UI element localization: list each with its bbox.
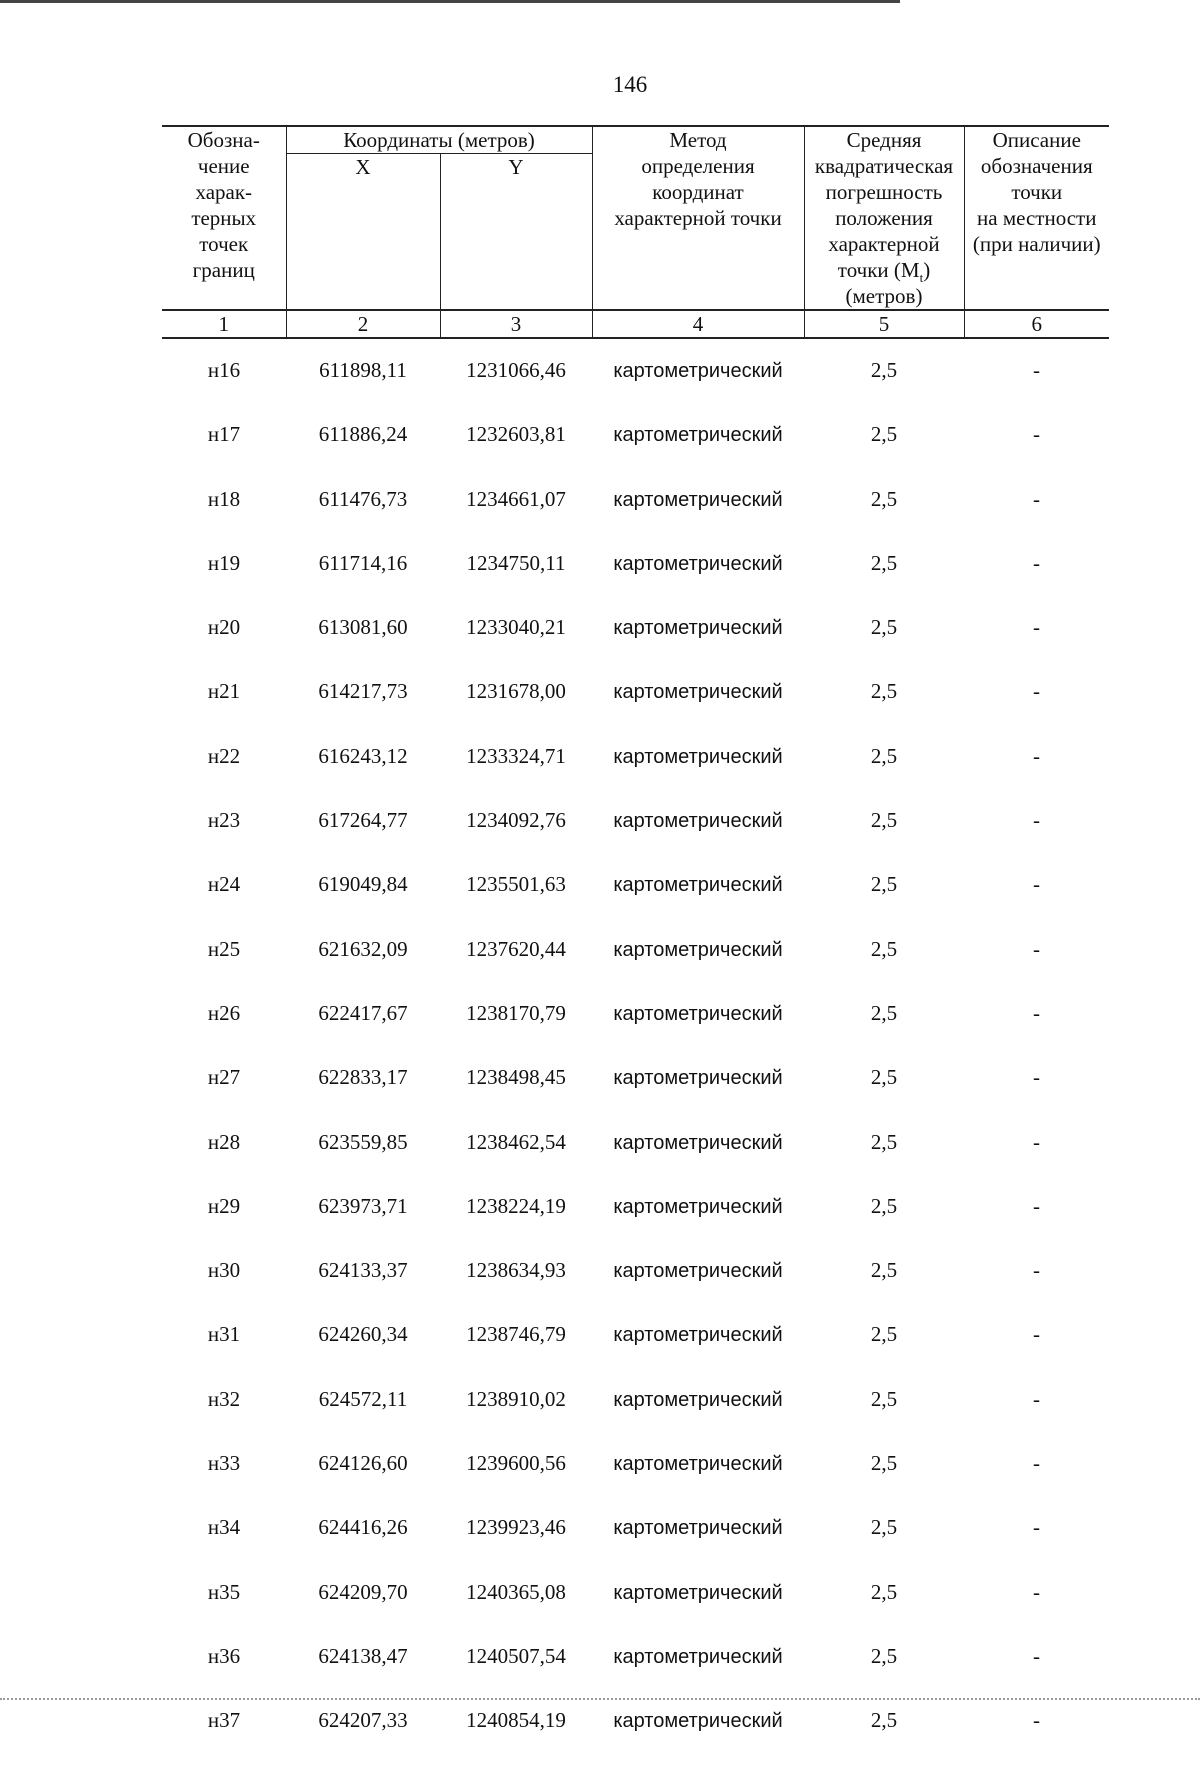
description-cell: -: [1033, 1258, 1040, 1283]
method-cell: картометрический: [613, 1388, 783, 1411]
error-value: 2,5: [870, 679, 898, 704]
description-cell: -: [1033, 872, 1040, 897]
table-row: [162, 481, 1109, 545]
coordinate-x: 622417,67: [318, 1000, 408, 1025]
method-cell: картометрический: [613, 1131, 783, 1154]
description-cell: -: [1033, 743, 1040, 768]
method-cell: картометрический: [613, 1067, 783, 1090]
error-value: 2,5: [870, 615, 898, 640]
coordinate-y: 1232603,81: [466, 422, 566, 447]
header-y: Y: [440, 154, 592, 310]
method-cell: картометрический: [613, 1195, 783, 1218]
coordinate-x: 623559,85: [318, 1129, 408, 1154]
coordinate-y: 1233324,71: [466, 743, 566, 768]
error-value: 2,5: [870, 1129, 898, 1154]
coordinate-y: 1240365,08: [466, 1579, 566, 1604]
table-row: [162, 1509, 1109, 1573]
method-cell: картометрический: [613, 1517, 783, 1540]
method-cell: картометрический: [613, 874, 783, 897]
column-number: 3: [440, 310, 592, 338]
method-cell: картометрический: [613, 1002, 783, 1025]
description-cell: -: [1033, 936, 1040, 961]
table-row: [162, 1188, 1109, 1252]
coordinate-y: 1238746,79: [466, 1322, 566, 1347]
error-value: 2,5: [870, 1000, 898, 1025]
description-cell: -: [1033, 1386, 1040, 1411]
table-row: [162, 866, 1109, 930]
column-number: 5: [804, 310, 964, 338]
description-cell: -: [1033, 422, 1040, 447]
error-value: 2,5: [870, 550, 898, 575]
description-cell: -: [1033, 1643, 1040, 1668]
coordinate-y: 1239600,56: [466, 1451, 566, 1476]
description-cell: -: [1033, 358, 1040, 382]
coordinate-y: 1238634,93: [466, 1258, 566, 1283]
description-cell: -: [1033, 1129, 1040, 1154]
coordinates-table: [162, 352, 1109, 1767]
method-cell: картометрический: [613, 1453, 783, 1476]
table-row: [162, 931, 1109, 995]
method-cell: картометрический: [613, 681, 783, 704]
method-cell: картометрический: [613, 1324, 783, 1347]
point-designation: н35: [207, 1579, 241, 1604]
description-cell: -: [1033, 679, 1040, 704]
coordinate-x: 611714,16: [318, 550, 408, 575]
coordinate-y: 1238224,19: [466, 1193, 566, 1218]
point-designation: н25: [207, 936, 241, 961]
method-cell: картометрический: [613, 938, 783, 961]
table-row: [162, 1381, 1109, 1445]
error-value: 2,5: [870, 486, 898, 511]
description-cell: -: [1033, 486, 1040, 511]
table-row: [162, 673, 1109, 737]
coordinate-x: 621632,09: [318, 936, 408, 961]
coordinate-x: 624416,26: [318, 1515, 408, 1540]
table-row: [162, 1316, 1109, 1380]
coordinate-x: 611886,24: [318, 422, 408, 447]
coordinate-y: 1233040,21: [466, 615, 566, 640]
description-cell: -: [1033, 1451, 1040, 1476]
coordinate-y: 1231066,46: [466, 358, 566, 382]
point-designation: н28: [207, 1129, 241, 1154]
point-designation: н20: [207, 615, 241, 640]
point-designation: н27: [207, 1065, 241, 1090]
table-row: [162, 1252, 1109, 1316]
method-cell: картометрический: [613, 617, 783, 640]
error-value: 2,5: [870, 1643, 898, 1668]
coordinate-x: 611476,73: [318, 486, 408, 511]
coordinate-y: 1238498,45: [466, 1065, 566, 1090]
coordinate-x: 624207,33: [318, 1708, 408, 1733]
coordinate-y: 1235501,63: [466, 872, 566, 897]
table-row: [162, 1445, 1109, 1509]
scan-edge-top: [0, 0, 900, 3]
coordinate-y: 1238462,54: [466, 1129, 566, 1154]
description-cell: -: [1033, 1065, 1040, 1090]
column-number: 4: [592, 310, 804, 338]
coordinate-x: 619049,84: [318, 872, 408, 897]
point-designation: н19: [207, 550, 241, 575]
point-designation: н26: [207, 1000, 241, 1025]
error-value: 2,5: [870, 1193, 898, 1218]
error-value: 2,5: [870, 1579, 898, 1604]
point-designation: н18: [207, 486, 241, 511]
table-body: [162, 352, 1109, 1767]
coordinate-y: 1234661,07: [466, 486, 566, 511]
coordinate-x: 614217,73: [318, 679, 408, 704]
description-cell: -: [1033, 615, 1040, 640]
error-value: 2,5: [870, 1708, 898, 1733]
point-designation: н24: [207, 872, 241, 897]
point-designation: н31: [207, 1322, 241, 1347]
point-designation: н17: [207, 422, 241, 447]
header-x: X: [286, 154, 440, 310]
coordinate-y: 1238910,02: [466, 1386, 566, 1411]
coordinate-y: 1239923,46: [466, 1515, 566, 1540]
coordinate-x: 622833,17: [318, 1065, 408, 1090]
error-value: 2,5: [870, 1451, 898, 1476]
point-designation: н33: [207, 1451, 241, 1476]
error-value: 2,5: [870, 1258, 898, 1283]
error-value: 2,5: [870, 1065, 898, 1090]
column-number: 2: [286, 310, 440, 338]
description-cell: -: [1033, 1322, 1040, 1347]
error-symbol: точки $(M_t)$: [837, 258, 931, 286]
table-row: [162, 1638, 1109, 1702]
point-designation: н30: [207, 1258, 241, 1283]
error-value: 2,5: [870, 1515, 898, 1540]
coordinate-y: 1237620,44: [466, 936, 566, 961]
header-error: Средняя квадратическая погрешность положения характерной точки $(M_t)$ (метров): [804, 126, 964, 310]
description-cell: -: [1033, 1000, 1040, 1025]
table-row: [162, 1124, 1109, 1188]
table-row: [162, 352, 1109, 416]
scan-edge-bottom: [0, 1698, 1200, 1702]
method-cell: картометрический: [613, 552, 783, 575]
error-value: 2,5: [870, 422, 898, 447]
error-value: 2,5: [870, 936, 898, 961]
method-cell: картометрический: [613, 1645, 783, 1668]
method-cell: картометрический: [613, 1710, 783, 1733]
table-row: [162, 738, 1109, 802]
coordinate-y: 1238170,79: [466, 1000, 566, 1025]
method-cell: картометрический: [613, 810, 783, 833]
error-value: 2,5: [870, 1386, 898, 1411]
error-value: 2,5: [870, 1322, 898, 1347]
page-number: 146: [612, 72, 648, 97]
table-row: [162, 545, 1109, 609]
coordinate-y: 1231678,00: [466, 679, 566, 704]
method-cell: картометрический: [613, 745, 783, 768]
description-cell: -: [1033, 1193, 1040, 1218]
error-value: 2,5: [870, 872, 898, 897]
method-cell: картометрический: [613, 488, 783, 511]
coordinate-y: 1240854,19: [466, 1708, 566, 1733]
description-cell: -: [1033, 1579, 1040, 1604]
coordinate-y: 1240507,54: [466, 1643, 566, 1668]
table-row: [162, 802, 1109, 866]
coordinate-x: 613081,60: [318, 615, 408, 640]
header-method: Метод определения координат характерной точки: [592, 126, 804, 310]
point-designation: н21: [207, 679, 241, 704]
table-row: [162, 1059, 1109, 1123]
method-cell: картометрический: [613, 424, 783, 447]
point-designation: н37: [207, 1708, 241, 1733]
coordinate-x: 624572,11: [318, 1386, 408, 1411]
coordinate-x: 624209,70: [318, 1579, 408, 1604]
header-designation: Обозна- чение харак- терных точек границ: [162, 126, 286, 310]
table-row: [162, 1574, 1109, 1638]
coordinate-y: 1234750,11: [466, 550, 566, 575]
point-designation: н32: [207, 1386, 241, 1411]
coordinate-x: 624138,47: [318, 1643, 408, 1668]
point-designation: н16: [207, 358, 241, 382]
header-coordinates: Координаты (метров): [286, 126, 592, 154]
table-row: [162, 1702, 1109, 1766]
table-row: [162, 416, 1109, 480]
point-designation: н29: [207, 1193, 241, 1218]
error-value: 2,5: [870, 808, 898, 833]
table-header: [162, 125, 1109, 339]
description-cell: -: [1033, 1708, 1040, 1733]
description-cell: -: [1033, 1515, 1040, 1540]
method-cell: картометрический: [613, 1260, 783, 1283]
error-value: 2,5: [870, 358, 898, 382]
column-number: 6: [964, 310, 1109, 338]
coordinate-x: 616243,12: [318, 743, 408, 768]
coordinate-x: 623973,71: [318, 1193, 408, 1218]
coordinate-x: 624126,60: [318, 1451, 408, 1476]
method-cell: картометрический: [613, 1581, 783, 1604]
header-description: Описание обозначения точки на местности (при наличии): [964, 126, 1109, 310]
point-designation: н22: [207, 743, 241, 768]
coordinate-x: 611898,11: [319, 358, 407, 382]
error-value: 2,5: [870, 743, 898, 768]
table-row: [162, 995, 1109, 1059]
description-cell: -: [1033, 550, 1040, 575]
point-designation: н34: [207, 1515, 241, 1540]
coordinate-x: 617264,77: [318, 808, 408, 833]
description-cell: -: [1033, 808, 1040, 833]
coordinate-x: 624133,37: [318, 1258, 408, 1283]
coordinate-y: 1234092,76: [466, 808, 566, 833]
coordinate-x: 624260,34: [318, 1322, 408, 1347]
point-designation: н23: [207, 808, 241, 833]
column-number: 1: [162, 310, 286, 338]
method-cell: картометрический: [613, 360, 783, 382]
point-designation: н36: [207, 1643, 241, 1668]
table-row: [162, 609, 1109, 673]
column-numbers-row: [162, 310, 1109, 338]
